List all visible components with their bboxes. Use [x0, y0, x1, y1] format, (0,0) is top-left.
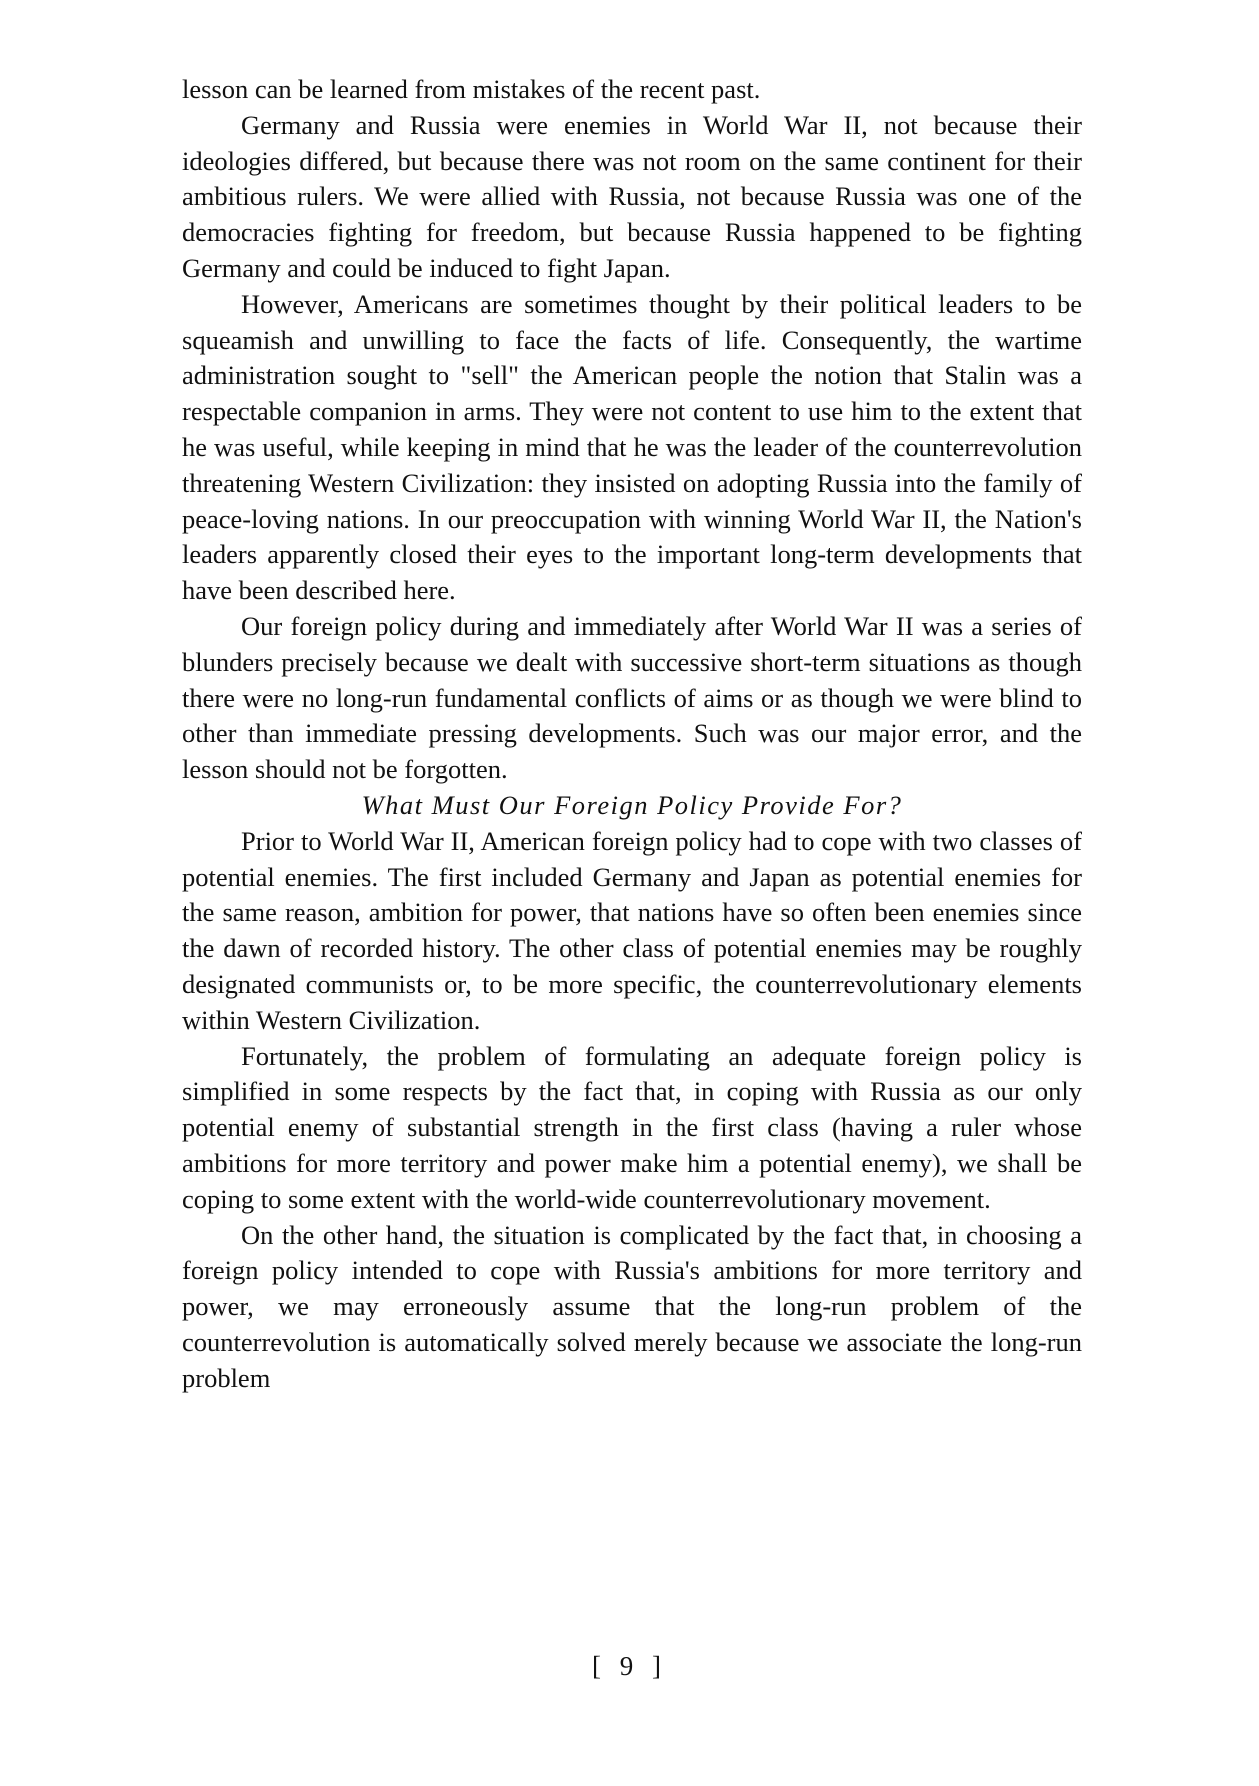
paragraph-fortunately: Fortunately, the problem of formulating an adequate foreign policy is simplified in some respects by the fact that, in coping with Russia as our only potential enemy of substantial strength in the first class (having a ruler whose ambitions for more territory and power make him a potential enemy), we shall be coping to some extent with the world-wide counterrevolutionary movement.: [182, 1040, 1082, 1214]
section-heading: What Must Our Foreign Policy Provide For?: [361, 789, 903, 820]
paragraph-foreign-policy-blunders: Our foreign policy during and immediately after World War II was a series of blunders precisely because we dealt with successive short-term situations as though there were no long-run fundamental conflicts of aims or as though we were blind to other than immediate pressing developments. Such was our major error, and the lesson should not be forgotten.: [182, 610, 1082, 785]
paragraph-prior-to-ww2: Prior to World War II, American foreign policy had to cope with two classes of potential enemies. The first included Germany and Japan as potential enemies for the same reason, ambition for power, that nations have so often been enemies since the dawn of recorded history. The other class of potential enemies may be roughly designated communists or, to be more specific, the counterrevolutionary elements within Western Civilization.: [182, 825, 1082, 1035]
paragraph-americans-squeamish: However, Americans are sometimes thought by their political leaders to be squeamish and unwilling to face the facts of life. Consequently, the wartime administration sought to "sell" the American people the notion that Stalin was a respectable companion in arms. They were not content to use him to the extent that he was useful, while keeping in mind that he was the leader of the counterrevolution threatening Western Civilization: they insisted on adopting Russia into the family of peace-loving nations. In our preoccupation with winning World War II, the Nation's leaders apparently closed their eyes to the important long-term developments that have been described here.: [182, 288, 1082, 606]
paragraph-germany-russia: Germany and Russia were enemies in World War II, not because their ideologies differed, but because there was not room on the same continent for their ambitious rulers. We were allied with Russia, not because Russia was one of the democracies fighting for freedom, but because Russia happened to be fighting Germany and could be induced to fight Japan.: [182, 109, 1082, 283]
paragraph-other-hand: On the other hand, the situation is complicated by the fact that, in choosing a foreign policy intended to cope with Russia's ambitions for more territory and power, we may erroneously assume that the long-run problem of the counterrevolution is automatically solved merely because we associate the long-run problem: [182, 1219, 1082, 1393]
paragraph-continuation: lesson can be learned from mistakes of the recent past.: [182, 74, 761, 104]
page-number: [ 9 ]: [592, 1651, 667, 1681]
body-text: [182, 72, 1082, 1396]
